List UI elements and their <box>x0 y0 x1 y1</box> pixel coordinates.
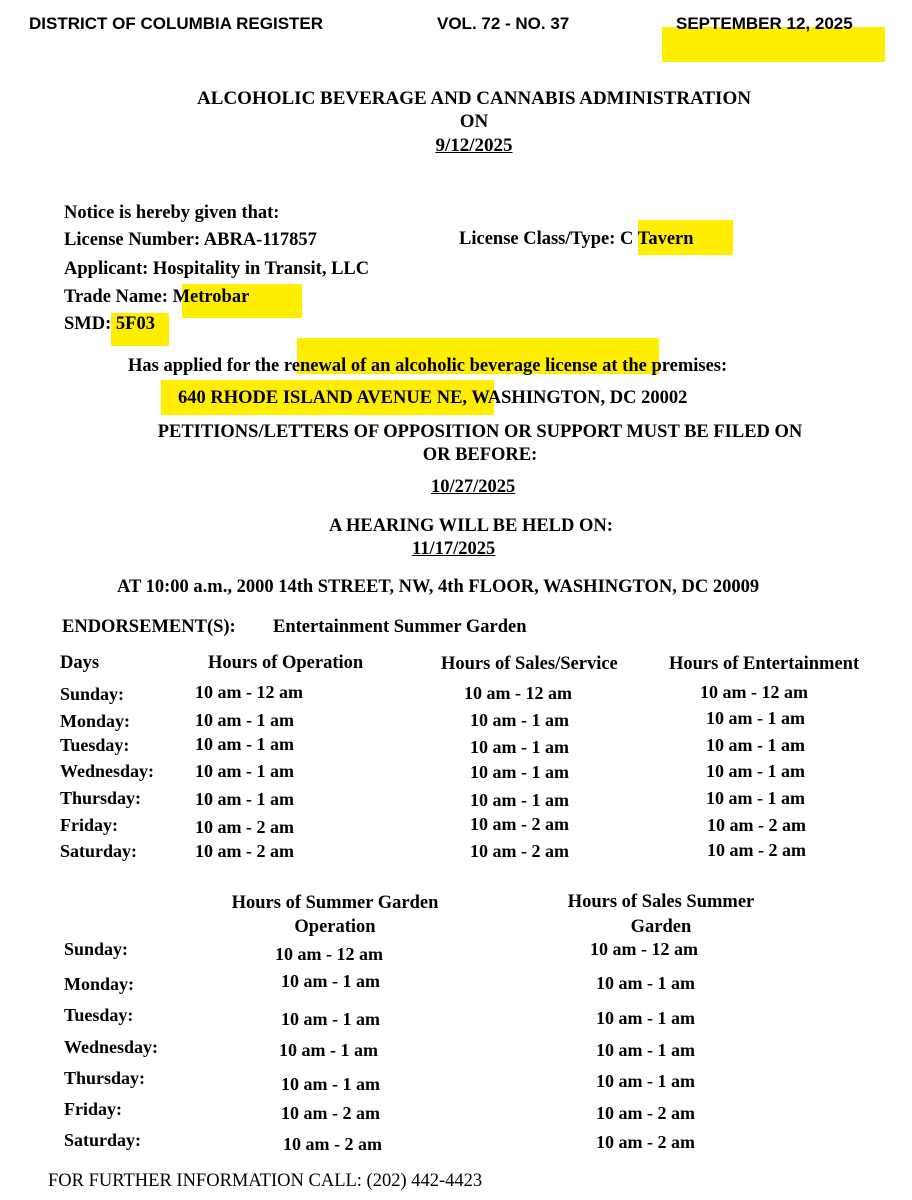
publication-date: SEPTEMBER 12, 2025 <box>676 14 853 33</box>
hours-sales: 10 am - 1 am <box>470 790 569 810</box>
hours-entertainment: 10 am - 1 am <box>706 708 805 728</box>
summer-day: Thursday: <box>64 1068 146 1088</box>
hours-sales: 10 am - 1 am <box>470 710 569 730</box>
notice-date: 9/12/2025 <box>435 135 513 156</box>
summer-sales: 10 am - 1 am <box>596 1071 695 1091</box>
hours-day: Tuesday: <box>60 735 130 755</box>
hours-day: Saturday: <box>60 841 138 861</box>
summer-operation: 10 am - 2 am <box>281 1103 380 1123</box>
trade-name-label: Trade Name: <box>64 287 173 307</box>
summer-operation: 10 am - 12 am <box>275 944 383 964</box>
hours-operation: 10 am - 1 am <box>195 734 294 754</box>
summer-sales: 10 am - 2 am <box>596 1132 695 1152</box>
publication-name: DISTRICT OF COLUMBIA REGISTER <box>29 14 324 33</box>
hours-sales: 10 am - 1 am <box>470 762 569 782</box>
hours-header-sales: Hours of Sales/Service <box>441 654 618 674</box>
hours-entertainment: 10 am - 2 am <box>707 840 806 860</box>
hours-entertainment: 10 am - 12 am <box>700 682 808 702</box>
hours-header-days: Days <box>60 653 100 673</box>
summer-day: Monday: <box>64 974 135 994</box>
hours-entertainment: 10 am - 1 am <box>706 788 805 808</box>
hours-sales: 10 am - 1 am <box>470 737 569 757</box>
volume-number: VOL. 72 - NO. 37 <box>437 14 570 33</box>
hours-sales: 10 am - 12 am <box>464 683 572 703</box>
agency-title: ALCOHOLIC BEVERAGE AND CANNABIS ADMINISTRATION <box>197 88 751 109</box>
summer-sales: 10 am - 2 am <box>596 1103 695 1123</box>
smd <box>64 314 155 335</box>
hours-entertainment: 10 am - 1 am <box>706 735 805 755</box>
hours-sales: 10 am - 2 am <box>470 841 569 861</box>
hours-day: Sunday: <box>60 684 125 704</box>
notice-intro: Notice is hereby given that: <box>64 203 280 223</box>
hours-day: Thursday: <box>60 788 142 808</box>
summer-sales: 10 am - 12 am <box>590 939 698 959</box>
footer-info: FOR FURTHER INFORMATION CALL: (202) 442-4423 <box>48 1171 483 1191</box>
application-line <box>128 356 727 377</box>
hearing-date: 11/17/2025 <box>412 539 496 559</box>
summer-operation: 10 am - 1 am <box>281 1009 380 1029</box>
hours-header-operation: Hours of Operation <box>208 653 364 673</box>
smd-value: 5F03 <box>115 314 155 334</box>
endorsements-value: Entertainment Summer Garden <box>273 617 527 637</box>
hours-day: Friday: <box>60 815 118 835</box>
petitions-line2: OR BEFORE: <box>422 445 538 465</box>
petition-deadline: 10/27/2025 <box>431 477 516 497</box>
hearing-location: AT 10:00 a.m., 2000 14th STREET, NW, 4th FLOOR, WASHINGTON, DC 20009 <box>117 577 760 597</box>
trade-name <box>64 287 249 308</box>
hours-operation: 10 am - 1 am <box>195 789 294 809</box>
title-on: ON <box>459 111 489 132</box>
application-highlight: renewal of an alcoholic beverage license <box>283 356 598 376</box>
hours-operation: 10 am - 12 am <box>195 682 303 702</box>
summer-sales: 10 am - 1 am <box>596 1040 695 1060</box>
application-suffix: at the premises: <box>597 356 728 376</box>
hours-sales: 10 am - 2 am <box>470 814 569 834</box>
summer-header-operation-line1: Hours of Summer Garden <box>231 893 439 913</box>
hours-operation: 10 am - 2 am <box>195 841 294 861</box>
license-number: License Number: ABRA-117857 <box>64 230 317 250</box>
premises-address: 640 RHODE ISLAND AVENUE NE, WASHINGTON, DC 20002 <box>178 388 688 408</box>
hours-entertainment: 10 am - 2 am <box>707 815 806 835</box>
summer-day: Tuesday: <box>64 1005 134 1025</box>
summer-sales: 10 am - 1 am <box>596 1008 695 1028</box>
summer-day: Sunday: <box>64 939 129 959</box>
summer-day: Friday: <box>64 1099 122 1119</box>
summer-header-sales-line1: Hours of Sales Summer <box>567 892 755 912</box>
hours-operation: 10 am - 2 am <box>195 817 294 837</box>
hours-entertainment: 10 am - 1 am <box>706 761 805 781</box>
smd-label: SMD: <box>64 314 116 334</box>
summer-operation: 10 am - 1 am <box>281 1074 380 1094</box>
license-class-value: C Tavern <box>620 229 694 249</box>
summer-header-operation-line2: Operation <box>294 917 376 937</box>
trade-name-value: Metrobar <box>172 287 250 307</box>
summer-operation: 10 am - 1 am <box>279 1040 378 1060</box>
hours-day: Monday: <box>60 711 131 731</box>
hours-operation: 10 am - 1 am <box>195 761 294 781</box>
hearing-line: A HEARING WILL BE HELD ON: <box>329 516 613 536</box>
summer-day: Wednesday: <box>64 1037 159 1057</box>
hours-day: Wednesday: <box>60 761 155 781</box>
summer-day: Saturday: <box>64 1130 142 1150</box>
license-class-label: License Class/Type: <box>459 229 621 249</box>
hours-header-entertainment: Hours of Entertainment <box>669 654 860 674</box>
license-class <box>459 229 694 250</box>
summer-sales: 10 am - 1 am <box>596 973 695 993</box>
application-prefix: Has applied for the <box>128 356 284 376</box>
petitions-line1: PETITIONS/LETTERS OF OPPOSITION OR SUPPORT MUST BE FILED ON <box>157 422 803 442</box>
summer-operation: 10 am - 1 am <box>281 971 380 991</box>
summer-operation: 10 am - 2 am <box>283 1134 382 1154</box>
summer-header-sales-line2: Garden <box>630 917 692 937</box>
hours-operation: 10 am - 1 am <box>195 710 294 730</box>
applicant: Applicant: Hospitality in Transit, LLC <box>64 259 370 279</box>
endorsements-label: ENDORSEMENT(S): <box>62 617 236 637</box>
